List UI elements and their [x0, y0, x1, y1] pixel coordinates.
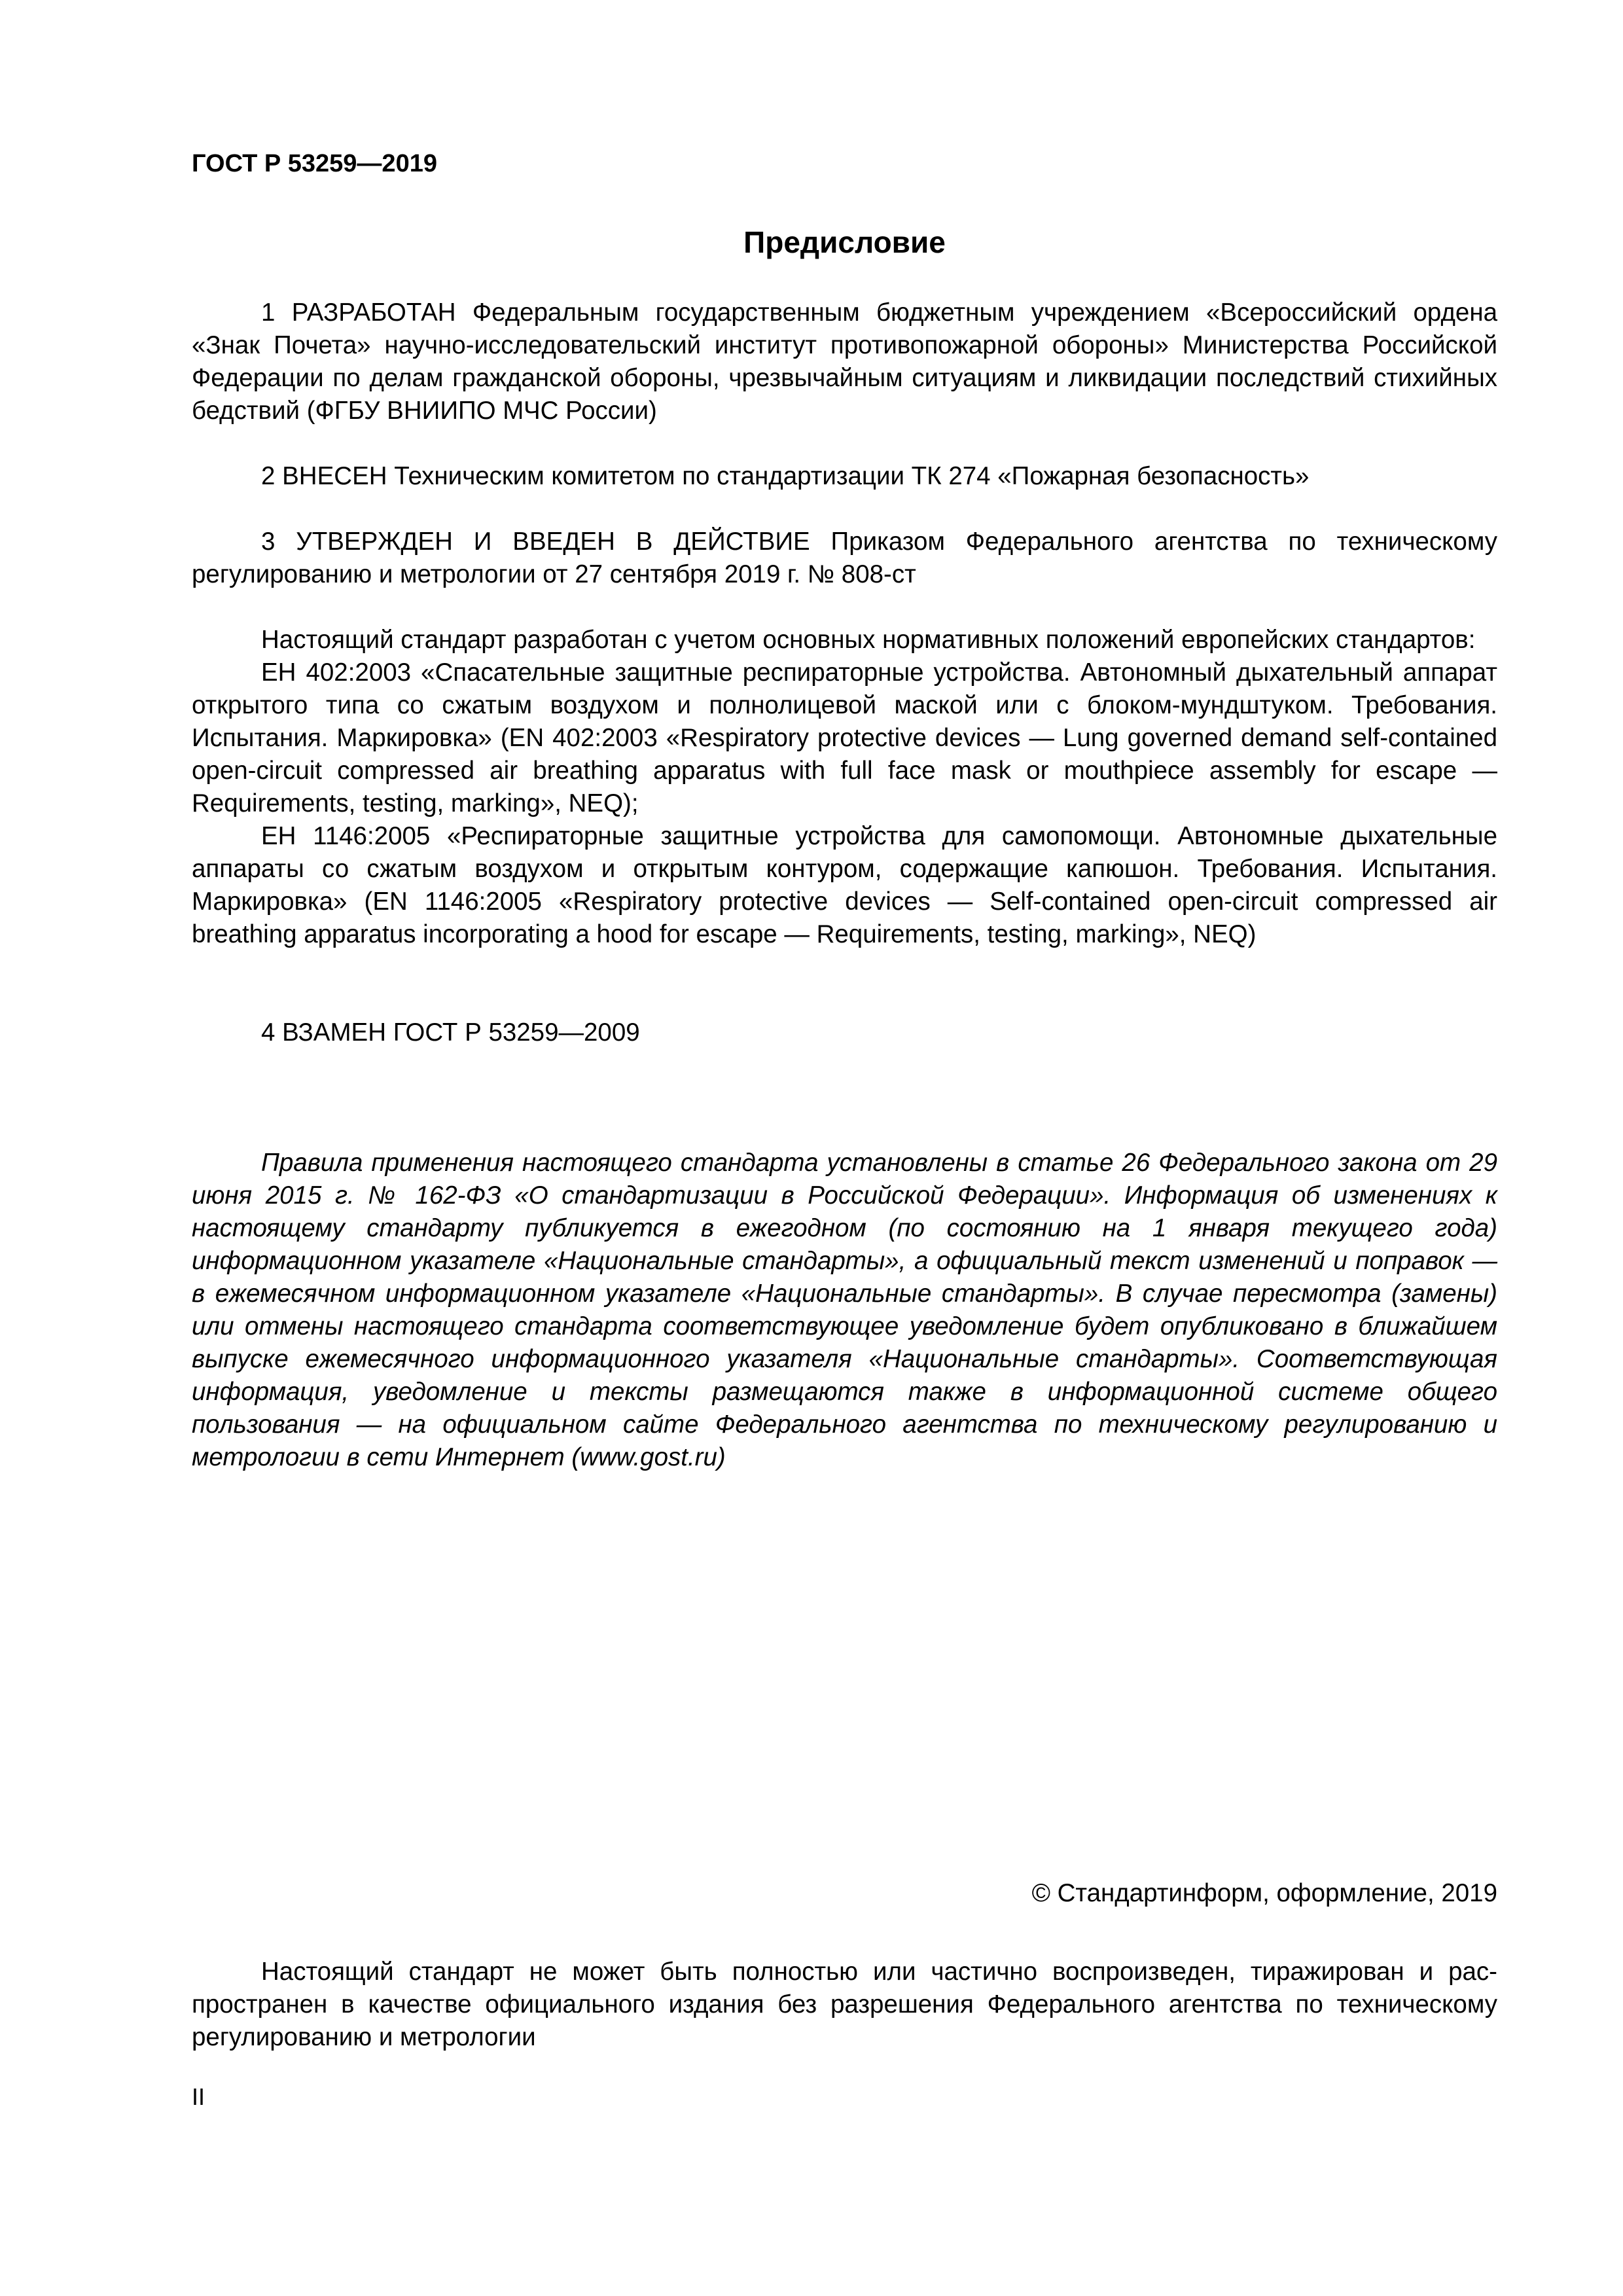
item-replaces: [192, 1016, 1497, 1049]
reproduction-notice-block: [192, 1956, 1497, 2054]
page-number: II: [192, 2083, 205, 2110]
paragraph-en-1146: ЕН 1146:2005 «Респираторные защитные устройства для самопомощи. Автономные дыхательные аппараты со сжатым воздухом и открытым контуром, содержащие капюшон. Требования. Испытания. Маркировка» (EN 1146:2005 «Respiratory protective devices — Self-contained open-circuit compressed air breathing apparatus incorporating a hood for escape — Requirements, testing, marking», NEQ): [192, 822, 1497, 948]
paragraph-replaces: 4 ВЗАМЕН ГОСТ Р 53259—2009: [261, 1018, 640, 1047]
paragraph-standards-intro: Настоящий стандарт разработан с учетом основных нормативных положений европейских стандартов:: [261, 626, 1476, 654]
paragraph-introduced: 2 ВНЕСЕН Техническим комитетом по стандартизации ТК 274 «Пожарная безопасность»: [261, 462, 1310, 490]
copyright-line: © Стандартинформ, оформление, 2019: [1031, 1879, 1497, 1907]
rules-notice: Правила применения настоящего стандарта установлены в статье 26 Федерального закона от 29 июня 2015 г. № 162-ФЗ «О стандартизации в Российской Федерации». Информация об изменениях к настоящему стандарту публикуется в ежегодном (по состоянию на 1 января текущего года) информационном указателе «Национальные стандарты», а официальный текст изменений и поправок — в ежемесячном информационном указателе «Национальные стандарты». В случае пересмотра (замены) или отмены настоящего стандарта соответствующее уведомление будет опубликовано в ближайшем выпуске ежемесячного информационного указателя «Национальные стандарты». Соответствующая информация, уведомление и тексты размещаются также в информационной системе общего пользования — на официальном сайте Федерального агентства по техническому регулированию и метрологии в сети Интернет (www.gost.ru): [192, 1149, 1497, 1471]
paragraph-approved: 3 УТВЕРЖДЕН И ВВЕДЕН В ДЕЙСТВИЕ Приказом Федерального агентства по техническому регулированию и метрологии от 27 сентября 2019 г. № 808-ст: [192, 528, 1497, 588]
item-european-standards: [192, 624, 1497, 951]
rules-notice-block: [192, 1147, 1497, 1474]
page-title: Предисловие: [743, 225, 946, 259]
item-introduced: [192, 460, 1497, 493]
item-developed: [192, 296, 1497, 427]
standard-code: ГОСТ Р 53259—2019: [192, 150, 437, 177]
paragraph-developed: 1 РАЗРАБОТАН Федеральным государственным бюджетным учреждением «Всероссийский ордена «Знак Почета» научно-исследовательский институт противопожарной обороны» Министерства Российской Федерации по делам гражданской обороны, чрезвычайным ситуациям и ликвидации последствий стихийных бедствий (ФГБУ ВНИИПО МЧС России): [192, 298, 1497, 425]
paragraph-en-402: ЕН 402:2003 «Спасательные защитные респираторные устройства. Автономный дыхательный аппарат открытого типа со сжатым воздухом и полнолицевой маской или с блоком-мундштуком. Требования. Испытания. Маркировка» (EN 402:2003 «Respiratory protective devices — Lung governed demand self-contained open-circuit compressed air breathing apparatus with full face mask or mouthpiece assembly for escape — Requirements, testing, marking», NEQ);: [192, 658, 1497, 817]
reproduction-notice: Настоящий стандарт не может быть полностью или частично воспроизведен, тиражирован и распространен в качестве официального издания без разрешения Федерального агентства по техническому регулированию и метрологии: [192, 1958, 1497, 2051]
item-approved: [192, 526, 1497, 591]
